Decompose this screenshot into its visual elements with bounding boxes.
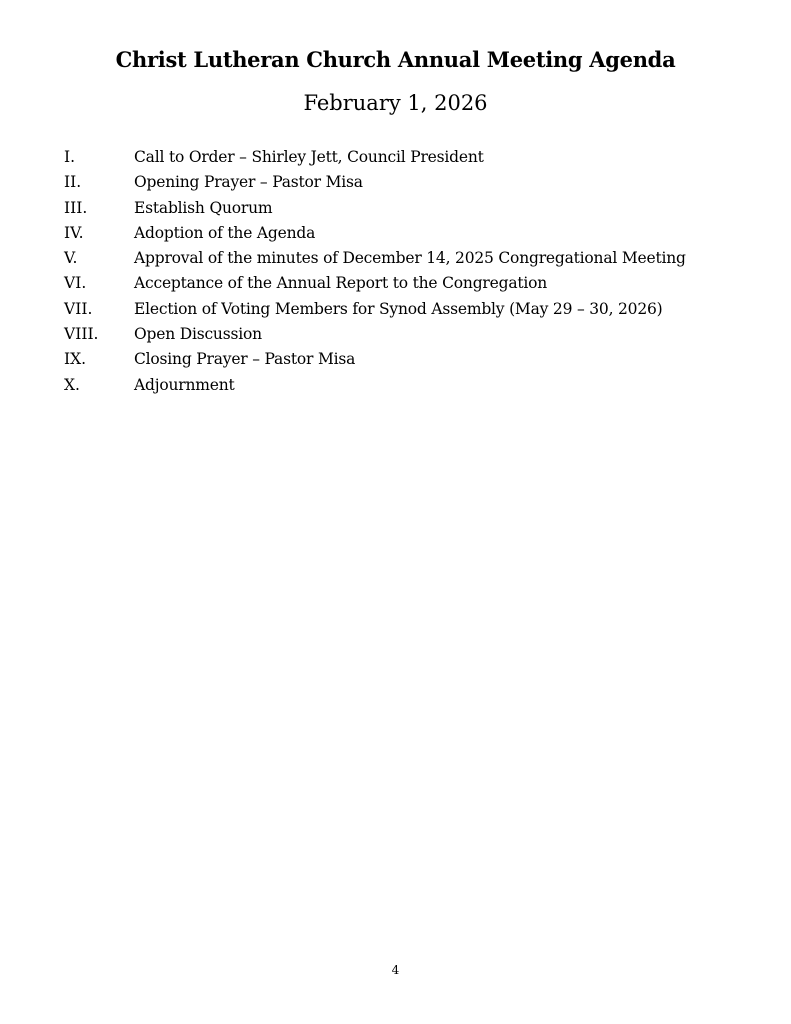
agenda-item-text: Adjournment — [134, 375, 235, 394]
agenda-item — [64, 196, 764, 221]
agenda-item — [64, 322, 764, 347]
agenda-item-text: Approval of the minutes of December 14, 2025 Congregational Meeting — [134, 249, 686, 268]
agenda-item-text: Election of Voting Members for Synod Assembly (May 29 – 30, 2026) — [134, 299, 663, 318]
agenda-item — [64, 271, 764, 296]
agenda-item-numeral: I. — [64, 148, 76, 166]
page-number: 4 — [391, 963, 400, 977]
agenda-item-text: Open Discussion — [134, 325, 262, 344]
agenda-list — [64, 145, 764, 398]
agenda-item-numeral: VI. — [64, 274, 87, 293]
agenda-item — [64, 145, 764, 170]
agenda-item — [64, 246, 764, 271]
agenda-item-text: Establish Quorum — [134, 198, 273, 217]
agenda-item-text: Call to Order – Shirley Jett, Council President — [134, 148, 484, 166]
agenda-item-numeral: VII. — [64, 299, 93, 318]
agenda-item — [64, 373, 764, 398]
document-title: Christ Lutheran Church Annual Meeting Agenda — [115, 47, 676, 72]
meeting-date: February 1, 2026 — [303, 91, 488, 115]
agenda-item-numeral: IV. — [64, 223, 84, 242]
agenda-item-text: Adoption of the Agenda — [134, 223, 316, 242]
agenda-item-text: Closing Prayer – Pastor Misa — [134, 350, 356, 369]
agenda-item — [64, 347, 764, 372]
agenda-item-numeral: II. — [64, 173, 82, 192]
agenda-item — [64, 221, 764, 246]
agenda-item-text: Opening Prayer – Pastor Misa — [134, 173, 363, 192]
agenda-item-numeral: V. — [64, 249, 78, 268]
agenda-item-numeral: IX. — [64, 350, 87, 369]
agenda-item — [64, 170, 764, 195]
agenda-item-numeral: VIII. — [64, 325, 99, 344]
agenda-item — [64, 297, 764, 322]
agenda-item-numeral: III. — [64, 198, 88, 217]
agenda-item-numeral: X. — [64, 375, 80, 394]
agenda-item-text: Acceptance of the Annual Report to the Congregation — [134, 274, 548, 293]
